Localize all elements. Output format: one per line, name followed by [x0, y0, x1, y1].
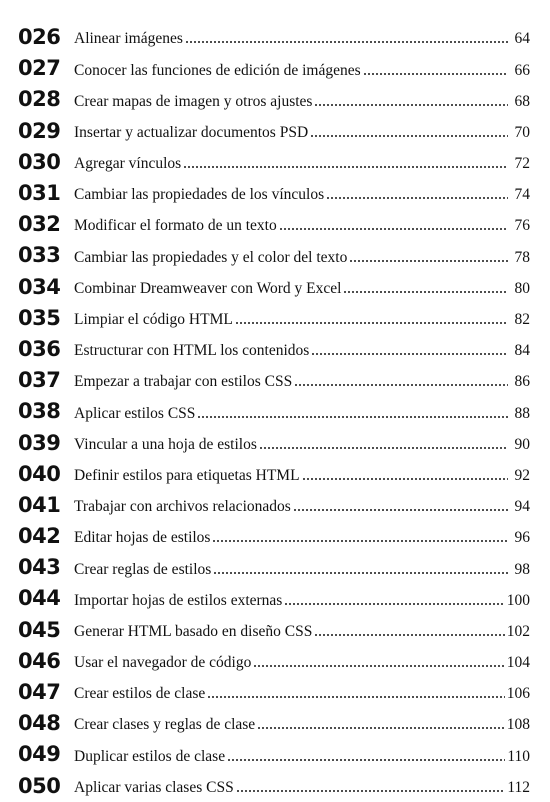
- entry-title-line: [74, 652, 530, 671]
- entry-title: Aplicar estilos CSS: [74, 404, 196, 422]
- dot-leader: [213, 572, 508, 574]
- entry-number: 041: [18, 492, 61, 517]
- entry-title-line: [74, 559, 530, 578]
- dot-leader: [197, 416, 508, 418]
- entry-page-number: 68: [514, 92, 530, 110]
- toc-entry: [18, 615, 530, 646]
- entry-page-number: 112: [507, 778, 530, 796]
- entry-number: 042: [18, 524, 61, 549]
- entry-title: Combinar Dreamweaver con Word y Excel: [74, 279, 342, 297]
- entry-number: 043: [18, 555, 61, 580]
- entry-title: Importar hojas de estilos externas: [74, 591, 283, 609]
- dot-leader: [314, 634, 504, 636]
- toc-entry: [18, 708, 530, 739]
- toc-entry: [18, 147, 530, 178]
- entry-page-number: 70: [514, 123, 530, 141]
- entry-title: Crear mapas de imagen y otros ajustes: [74, 92, 313, 110]
- toc-entry: [18, 22, 530, 53]
- entry-title-line: [74, 621, 530, 640]
- dot-leader: [311, 353, 508, 355]
- entry-number: 049: [18, 742, 61, 767]
- dot-leader: [257, 727, 505, 729]
- dot-leader: [294, 384, 508, 386]
- entry-number: 027: [18, 56, 61, 81]
- toc-entry: [18, 677, 530, 708]
- entry-title-line: [74, 527, 530, 546]
- toc-entry: [18, 427, 530, 458]
- entry-title: Insertar y actualizar documentos PSD: [74, 123, 309, 141]
- entry-number: 033: [18, 243, 61, 268]
- entry-page-number: 88: [514, 404, 530, 422]
- entry-title: Estructurar con HTML los contenidos: [74, 342, 310, 360]
- entry-page-number: 108: [506, 716, 530, 734]
- entry-title-line: [74, 309, 530, 328]
- entry-title: Trabajar con archivos relacionados: [74, 498, 291, 516]
- dot-leader: [279, 228, 508, 230]
- toc-entry: [18, 552, 530, 583]
- entry-number: 036: [18, 336, 61, 361]
- entry-number: 046: [18, 648, 61, 673]
- entry-title: Agregar vínculos: [74, 155, 182, 173]
- entry-title-line: [74, 60, 530, 79]
- entry-page-number: 104: [506, 654, 530, 672]
- entry-number: 032: [18, 212, 61, 237]
- toc-entry: [18, 240, 530, 271]
- toc-entry: [18, 303, 530, 334]
- entry-title-line: [74, 777, 530, 796]
- entry-title: Usar el navegador de código: [74, 654, 252, 672]
- dot-leader: [326, 197, 508, 199]
- entry-title: Crear reglas de estilos: [74, 560, 212, 578]
- toc-entry: [18, 365, 530, 396]
- entry-title-line: [74, 683, 530, 702]
- entry-page-number: 72: [514, 155, 530, 173]
- entry-title-line: [74, 28, 530, 47]
- entry-number: 038: [18, 399, 61, 424]
- toc-entry: [18, 178, 530, 209]
- entry-title-line: [74, 746, 530, 765]
- toc-entry: [18, 334, 530, 365]
- entry-title: Modificar el formato de un texto: [74, 217, 277, 235]
- entry-page-number: 86: [514, 373, 530, 391]
- toc-entry: [18, 116, 530, 147]
- entry-page-number: 76: [514, 217, 530, 235]
- dot-leader: [236, 790, 506, 792]
- entry-title-line: [74, 278, 530, 297]
- toc-entry: [18, 459, 530, 490]
- toc-entry: [18, 272, 530, 303]
- toc-entry: [18, 739, 530, 770]
- entry-number: 026: [18, 25, 61, 50]
- dot-leader: [259, 447, 508, 449]
- dot-leader: [253, 665, 504, 667]
- entry-number: 044: [18, 586, 61, 611]
- toc-entry: [18, 521, 530, 552]
- entry-title-line: [74, 590, 530, 609]
- entry-title-line: [74, 122, 530, 141]
- dot-leader: [302, 478, 508, 480]
- entry-page-number: 94: [514, 498, 530, 516]
- entry-page-number: 90: [514, 435, 530, 453]
- entry-page-number: 106: [506, 685, 530, 703]
- entry-title: Editar hojas de estilos: [74, 529, 211, 547]
- entry-page-number: 92: [514, 466, 530, 484]
- dot-leader: [183, 166, 508, 168]
- entry-title: Empezar a trabajar con estilos CSS: [74, 373, 293, 391]
- entry-number: 040: [18, 461, 61, 486]
- entry-page-number: 100: [506, 591, 530, 609]
- dot-leader: [293, 509, 508, 511]
- entry-title-line: [74, 371, 530, 390]
- entry-page-number: 82: [514, 311, 530, 329]
- dot-leader: [235, 322, 508, 324]
- table-of-contents: [18, 22, 530, 802]
- entry-number: 048: [18, 711, 61, 736]
- entry-page-number: 78: [514, 248, 530, 266]
- toc-entry: [18, 490, 530, 521]
- entry-title: Duplicar estilos de clase: [74, 747, 226, 765]
- entry-title: Aplicar varias clases CSS: [74, 778, 234, 796]
- entry-page-number: 98: [514, 560, 530, 578]
- entry-title-line: [74, 496, 530, 515]
- entry-page-number: 64: [514, 30, 530, 48]
- entry-number: 029: [18, 118, 61, 143]
- entry-title: Definir estilos para etiquetas HTML: [74, 466, 300, 484]
- entry-title-line: [74, 403, 530, 422]
- dot-leader: [227, 759, 505, 761]
- entry-title: Generar HTML basado en diseño CSS: [74, 622, 313, 640]
- entry-title-line: [74, 434, 530, 453]
- entry-title: Limpiar el código HTML: [74, 311, 233, 329]
- toc-entry: [18, 771, 530, 802]
- entry-title: Cambiar las propiedades y el color del texto: [74, 248, 348, 266]
- entry-title-line: [74, 247, 530, 266]
- entry-number: 047: [18, 680, 61, 705]
- entry-page-number: 102: [506, 622, 530, 640]
- entry-page-number: 80: [514, 279, 530, 297]
- entry-number: 045: [18, 617, 61, 642]
- entry-number: 050: [18, 773, 61, 798]
- dot-leader: [185, 41, 508, 43]
- entry-title: Vincular a una hoja de estilos: [74, 435, 257, 453]
- entry-page-number: 96: [514, 529, 530, 547]
- entry-number: 031: [18, 181, 61, 206]
- entry-title-line: [74, 465, 530, 484]
- entry-page-number: 66: [514, 61, 530, 79]
- dot-leader: [343, 291, 508, 293]
- dot-leader: [207, 696, 504, 698]
- entry-title: Crear clases y reglas de clase: [74, 716, 256, 734]
- entry-title-line: [74, 153, 530, 172]
- toc-entry: [18, 396, 530, 427]
- dot-leader: [310, 135, 508, 137]
- entry-page-number: 84: [514, 342, 530, 360]
- entry-title-line: [74, 340, 530, 359]
- entry-page-number: 74: [514, 186, 530, 204]
- dot-leader: [212, 540, 508, 542]
- toc-entry: [18, 646, 530, 677]
- dot-leader: [284, 603, 504, 605]
- entry-title-line: [74, 215, 530, 234]
- dot-leader: [314, 104, 508, 106]
- toc-entry: [18, 84, 530, 115]
- entry-number: 028: [18, 87, 61, 112]
- entry-number: 034: [18, 274, 61, 299]
- entry-title: Cambiar las propiedades de los vínculos: [74, 186, 325, 204]
- entry-title-line: [74, 91, 530, 110]
- entry-title-line: [74, 714, 530, 733]
- toc-entry: [18, 583, 530, 614]
- dot-leader: [349, 260, 508, 262]
- entry-number: 039: [18, 430, 61, 455]
- entry-number: 037: [18, 368, 61, 393]
- entry-title: Crear estilos de clase: [74, 685, 206, 703]
- dot-leader: [363, 73, 508, 75]
- toc-entry: [18, 209, 530, 240]
- entry-title: Conocer las funciones de edición de imágenes: [74, 61, 361, 79]
- entry-page-number: 110: [507, 747, 530, 765]
- entry-number: 030: [18, 149, 61, 174]
- entry-number: 035: [18, 305, 61, 330]
- toc-entry: [18, 53, 530, 84]
- entry-title-line: [74, 184, 530, 203]
- entry-title: Alinear imágenes: [74, 30, 183, 48]
